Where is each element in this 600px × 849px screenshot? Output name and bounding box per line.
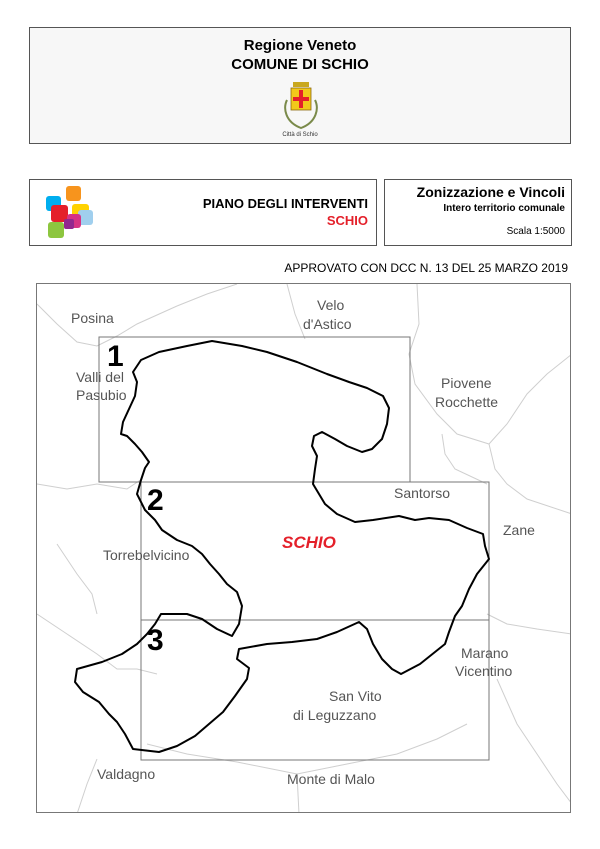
neighbor-torrebelvicino: Torrebelvicino [103,547,190,563]
crest-caption: Città di Schio [282,132,318,138]
neighbor-sanvito-line1: San Vito [329,688,382,704]
plan-logo-icon [42,184,94,240]
neighbor-piovene-line2: Rocchette [435,394,499,410]
sheet-number-2: 2 [147,484,164,517]
approval-note: APPROVATO CON DCC N. 13 DEL 25 MARZO 2019 [284,261,568,275]
sheet-number-3: 3 [147,624,164,657]
neighbor-piovene-line1: Piovene [441,375,492,391]
crest-icon [281,78,321,130]
neighbor-zane: Zane [503,522,535,538]
zoning-box [384,179,572,246]
neighbor-sanvito-line2: di Leguzzano [293,707,377,723]
plan-title: PIANO DEGLI INTERVENTI [202,196,368,211]
plan-city: SCHIO [326,213,368,228]
plan-box [29,179,377,246]
zoning-subtitle: Intero territorio comunale [443,203,565,214]
zoning-scale: Scala 1:5000 [506,226,565,237]
neighbor-posina: Posina [71,310,114,326]
neighbor-velo-line1: Velo [317,297,345,313]
neighbor-valli-line2: Pasubio [76,387,127,403]
neighbor-velo-line2: d'Astico [303,316,352,332]
region-title: Regione Veneto [243,37,357,54]
zoning-title: Zonizzazione e Vincoli [416,184,565,200]
header-box [29,27,571,144]
neighbor-valdagno: Valdagno [97,766,156,782]
neighbor-monte-di-malo: Monte di Malo [287,771,375,787]
neighbor-marano-line2: Vicentino [455,663,513,679]
neighbor-marano-line1: Marano [461,645,509,661]
sheet-number-1: 1 [107,340,124,373]
municipality-title: COMUNE DI SCHIO [231,56,369,73]
neighbor-santorso: Santorso [394,485,451,501]
city-label: SCHIO [282,533,336,552]
map-panel [36,283,571,813]
neighbor-valli-line1: Valli del [76,369,124,385]
